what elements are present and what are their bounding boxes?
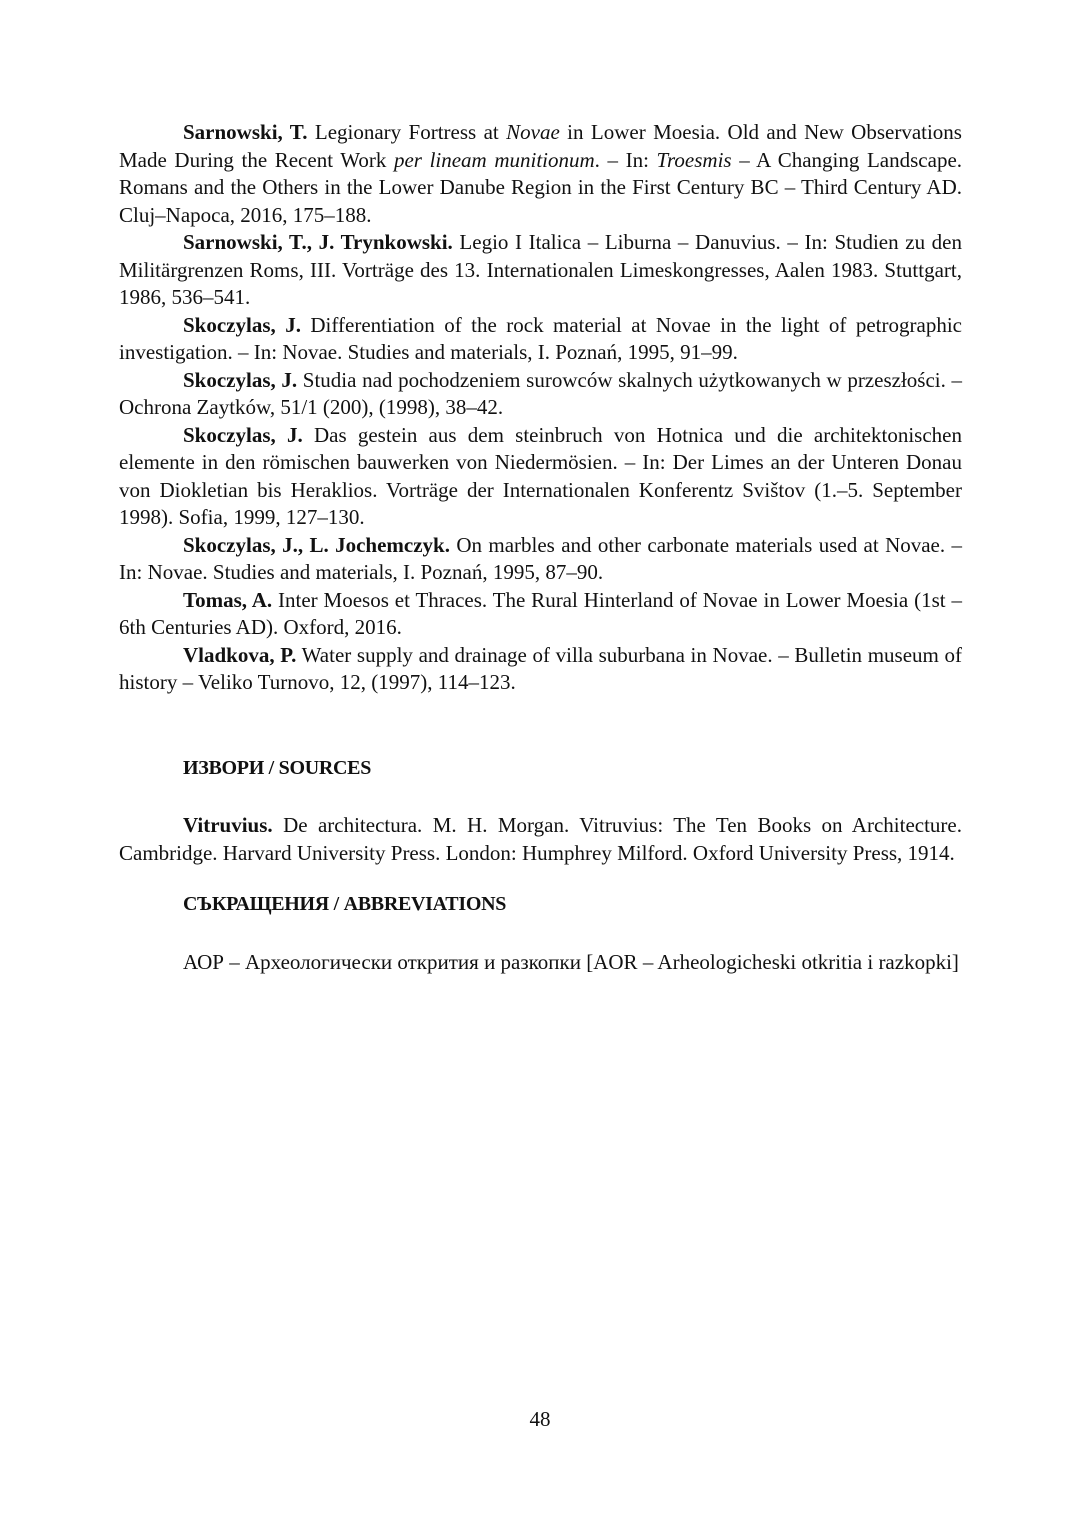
reference-entry [119,422,962,532]
reference-text: – A Changing Landscape. Romans and the Others in the Lower Danube Region in the First Century BC – Third Century AD. Cluj–Napoca, 2016, 175–188. [119,147,963,227]
reference-entry [119,229,962,312]
reference-author: Sarnowski, T., J. Trynkowski. [183,230,453,254]
reference-list [119,119,962,697]
page-content [119,119,962,976]
page-number: 48 [529,1407,551,1431]
abbreviation-entry: АОР – Археологически открития и разкопки [AOR – Arheologicheski otkritia i razkopki] [183,949,959,974]
reference-italic-text: per lineam munitionum [393,147,595,172]
source-author: Vitruvius. [183,813,273,837]
reference-italic-text: Novae [506,120,560,144]
reference-text: Inter Moesos et Thraces. The Rural Hinterland of Novae in Lower Moesia (1st – 6th Centuries AD). Oxford, 2016. [119,587,962,639]
reference-text: in Lower Moesia. Old and New Observations Made During the Recent Work [119,120,962,172]
reference-text: Differentiation of the rock material at Novae in the light of petrographic investigation. – In: Novae. Studies and materials, I. Poznań, 1995, 91–99. [119,312,962,364]
reference-text: Das gestein aus dem steinbruch von Hotnica und die architektonischen elemente in den römischen bauwerken von Niedermösien. – In: Der Limes an der Unteren Donau von Diokletian bis Heraklios. Vorträge der Internationalen Konferentz Svištov (1.–5. September 1998). Sofia, 1999, 127–130. [119,422,962,529]
reference-text: . – In: [594,147,657,172]
source-text: De architectura. M. H. Morgan. Vitruvius: The Ten Books on Architecture. Cambridge. Harvard University Press. London: Humphrey Milford. Oxford University Press, 1914. [119,813,962,865]
reference-author: Skoczylas, J. [183,312,301,337]
reference-italic-text: Troesmis [656,147,732,172]
reference-author: Sarnowski, T. [183,120,308,144]
reference-text: On marbles and other carbonate materials used at Novae. – In: Novae. Studies and materials, I. Poznań, 1995, 87–90. [119,532,962,584]
sources-heading: ИЗВОРИ / SOURCES [183,756,372,779]
reference-entry [119,312,962,367]
reference-author: Skoczylas, J., L. Jochemczyk. [183,532,450,557]
reference-text: Water supply and drainage of villa suburbana in Novae. – Bulletin museum of history – Veliko Turnovo, 12, (1997), 114–123. [119,642,962,694]
reference-author: Skoczylas, J. [183,422,303,447]
reference-text: Legio I Italica – Liburna – Danuvius. – In: Studien zu den Militärgrenzen Roms, III. Vorträge des 13. Internationalen Limeskongresses, Aalen 1983. Stuttgart, 1986, 536–541. [119,230,963,309]
reference-text: Legionary Fortress at [307,120,507,144]
reference-entry [119,587,962,642]
source-entry [119,812,962,867]
reference-author: Vladkova, P. [183,642,297,667]
reference-text: Studia nad pochodzeniem surowców skalnych użytkowanych w przeszłości. – Ochrona Zaytków, 51/1 (200), (1998), 38–42. [119,367,962,419]
abbreviations-heading: СЪКРАЩЕНИЯ / ABBREVIATIONS [183,893,507,915]
reference-entry [119,532,962,587]
reference-author: Skoczylas, J. [183,367,298,392]
reference-entry [119,119,962,229]
reference-entry [119,367,962,422]
reference-entry [119,642,962,697]
reference-author: Tomas, A. [183,587,273,612]
